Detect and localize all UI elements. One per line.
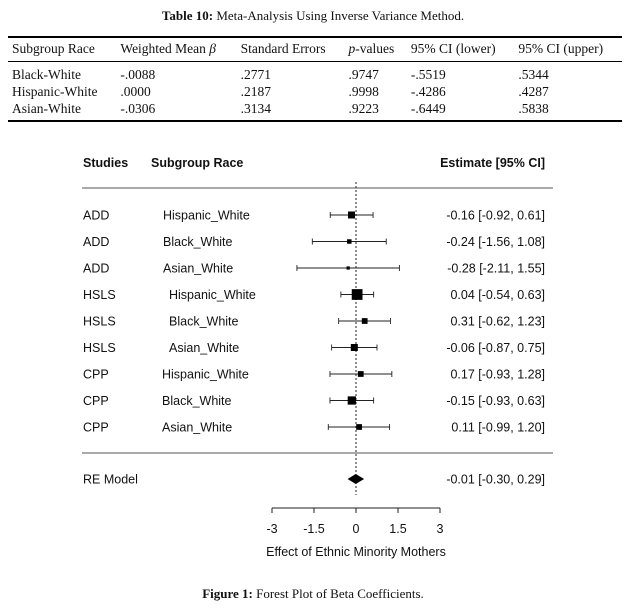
column-header — [116, 37, 236, 62]
study-label: HSLS — [83, 288, 116, 302]
table-cell: .5838 — [518, 101, 549, 116]
header-subgroup: Subgroup Race — [151, 156, 244, 170]
figure-caption-text: Forest Plot of Beta Coefficients. — [252, 586, 424, 601]
column-header-label: Weighted Mean — [120, 41, 206, 56]
table-cell: .2771 — [240, 67, 271, 82]
table-cell: .9747 — [348, 67, 379, 82]
x-tick-label: 3 — [436, 522, 444, 536]
table-row — [8, 62, 622, 84]
column-header — [345, 37, 407, 62]
subgroup-label: Asian_White — [162, 420, 233, 435]
study-label: ADD — [83, 235, 110, 249]
point-estimate-marker — [356, 424, 362, 430]
table-caption — [0, 8, 626, 24]
table-cell: Hispanic-White — [12, 84, 98, 99]
header-studies: Studies — [83, 156, 129, 170]
x-tick-label: 1.5 — [389, 522, 407, 536]
subgroup-label: Asian_White — [169, 341, 240, 355]
table-cell: -.5519 — [410, 67, 446, 82]
column-header-p-rest: -values — [355, 41, 395, 56]
study-label: CPP — [83, 367, 109, 382]
forest-plot — [0, 140, 626, 580]
study-label: ADD — [83, 208, 110, 223]
table-cell: Black-White — [12, 67, 81, 82]
estimate-label: -0.24 [-1.56, 1.08] — [446, 235, 545, 249]
study-label: ADD — [83, 261, 110, 276]
table-cell: .2187 — [240, 84, 271, 99]
subgroup-label: Asian_White — [163, 261, 234, 276]
figure-caption — [0, 586, 626, 602]
point-estimate-marker — [362, 318, 368, 324]
table-cell: .3134 — [240, 101, 271, 116]
study-label: HSLS — [83, 314, 116, 329]
column-header: 95% CI (lower) — [410, 41, 496, 56]
table-header-row — [8, 37, 622, 62]
estimate-label: 0.11 [-0.99, 1.20] — [451, 420, 545, 435]
column-header: 95% CI (upper) — [518, 41, 604, 56]
beta-symbol: β — [209, 41, 217, 56]
column-header: Standard Errors — [240, 41, 326, 56]
table-cell: .4287 — [518, 84, 549, 99]
subgroup-label: Black_White — [162, 394, 232, 408]
summary-diamond — [348, 474, 365, 484]
estimate-label: -0.16 [-0.92, 0.61] — [446, 208, 545, 223]
summary-label: RE Model — [83, 472, 138, 487]
x-tick-label: -1.5 — [303, 522, 325, 536]
table-row — [8, 83, 622, 100]
table-cell: -.0088 — [120, 67, 156, 82]
table-body — [8, 62, 622, 122]
x-tick-label: 0 — [352, 522, 360, 536]
point-estimate-marker — [352, 289, 363, 300]
point-estimate-marker — [347, 239, 352, 244]
x-axis-label: Effect of Ethnic Minority Mothers — [266, 545, 446, 559]
point-estimate-marker — [358, 371, 364, 377]
table-cell: -.0306 — [120, 101, 156, 116]
table-cell: .0000 — [120, 84, 151, 99]
point-estimate-marker — [347, 266, 350, 269]
column-header: Subgroup Race — [12, 41, 95, 56]
table-caption-label: Table 10: — [161, 8, 214, 23]
subgroup-label: Hispanic_White — [163, 208, 250, 223]
column-header-p: p — [348, 41, 356, 56]
point-estimate-marker — [351, 344, 358, 351]
study-label: CPP — [83, 420, 109, 435]
summary-estimate-label: -0.01 [-0.30, 0.29] — [446, 472, 545, 487]
table-cell: -.6449 — [410, 101, 446, 116]
header-estimate: Estimate [95% CI] — [440, 156, 545, 170]
study-label: CPP — [83, 394, 109, 408]
estimate-label: 0.31 [-0.62, 1.23] — [450, 314, 545, 329]
meta-analysis-table — [8, 36, 622, 122]
table-caption-text: Meta-Analysis Using Inverse Variance Method. — [213, 8, 465, 23]
table-cell: .9223 — [348, 101, 379, 116]
estimate-label: 0.04 [-0.54, 0.63] — [450, 288, 545, 302]
subgroup-label: Hispanic_White — [162, 367, 249, 382]
table-cell: -.4286 — [410, 84, 446, 99]
subgroup-label: Black_White — [169, 314, 239, 329]
subgroup-label: Hispanic_White — [169, 288, 256, 302]
table-cell: .9998 — [348, 84, 379, 99]
point-estimate-marker — [348, 396, 356, 404]
estimate-label: -0.28 [-2.11, 1.55] — [447, 261, 545, 276]
subgroup-label: Black_White — [163, 235, 233, 249]
estimate-label: -0.06 [-0.87, 0.75] — [446, 341, 545, 355]
study-label: HSLS — [83, 341, 116, 355]
figure-caption-label: Figure 1: — [202, 586, 253, 601]
estimate-label: -0.15 [-0.93, 0.63] — [446, 394, 545, 408]
table-cell: .5344 — [518, 67, 549, 82]
estimate-label: 0.17 [-0.93, 1.28] — [450, 367, 545, 382]
point-estimate-marker — [348, 212, 355, 219]
x-tick-label: -3 — [266, 522, 278, 536]
table-cell: Asian-White — [12, 101, 81, 116]
table-row — [8, 100, 622, 121]
